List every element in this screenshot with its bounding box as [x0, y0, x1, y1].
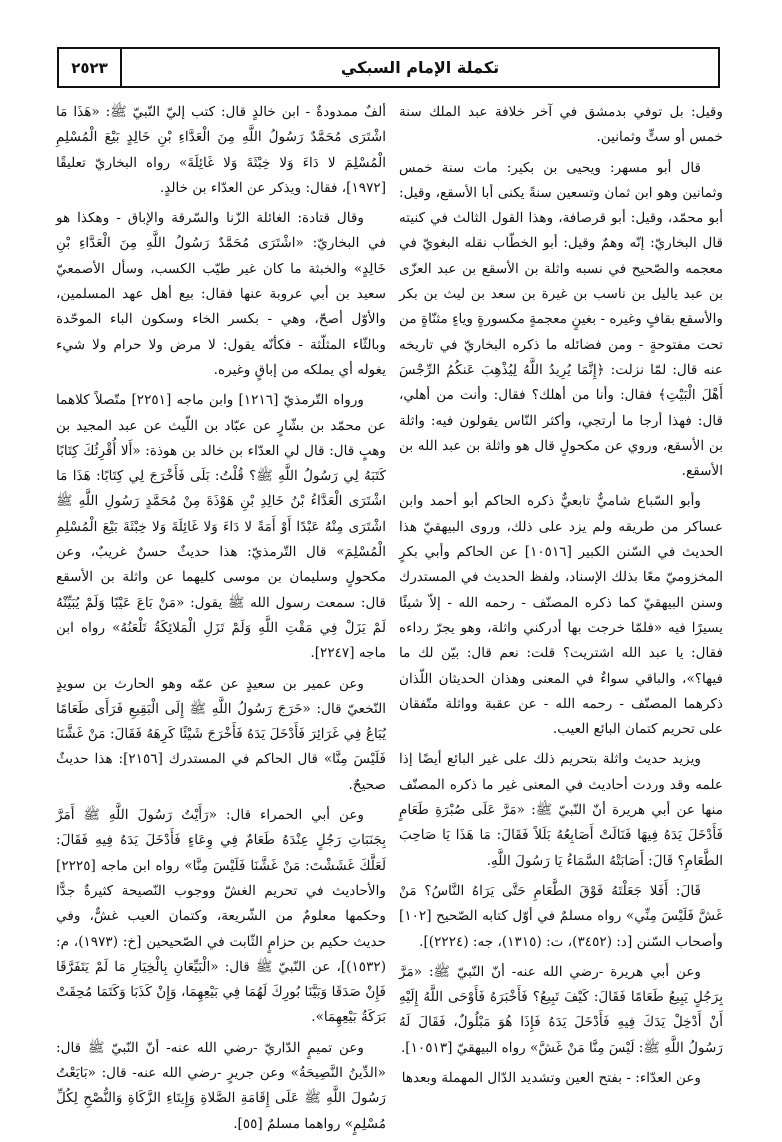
paragraph: ألفٌ ممدودةٌ - ابن خالدٍ قال: كتب إليّ النّبيّ ﷺ: «هَذَا مَا اشْتَرَى مُحَمَّدٌ رَسُولُ اللَّهِ مِنَ الْعَدَّاءِ بْنِ خَالِدٍ بَيْعَ الْمُسْلِمِ الْمُسْلِمَ لا دَاءَ وَلا خِبْثَةَ وَلا غَائِلَةَ» رواه البخاريّ تعليقًا [١٩٧٢]، فقال: ويذكر عن العدّاء بن خالدٍ.	[56, 104, 386, 196]
running-header	[57, 47, 720, 88]
page-number: ٢٥٢٣	[59, 49, 122, 86]
paragraph: قال أبو مسهر: ويحيى بن بكير: مات سنة خمس وثمانين وهو ابن ثمان وتسعين سنةً يكنى أبا الأسقع، وقيل: أبو محمّد، وقيل: أبو قرصافة، وهذا القول الثالث في كنيته قال البخاريّ: إنّه وهمٌ وقيل: أبو الخطّاب نقله البغويّ في معجمه والصّحيح في نسبه واثلة بن الأسقع بن عبد العزّى بن عبد ياليل بن ناسب بن غيرة بن سعد بن ليث بن بكر والأسقع بقافٍ وغيره - بغينٍ معجمةٍ مكسورةٍ وياءٍ مثنّاةٍ من تحت مفتوحةٍ - ومن فضائله ما ذكره البخاريّ في تاريخه عنه قال: لمّا نزلت: ﴿إِنَّمَا يُرِيدُ اللَّهُ لِيُذْهِبَ عَنكُمُ الرِّجْسَ أَهْلَ الْبَيْتِ﴾ فقال: وأنا من أهلك؟ فقال: وأنت من أهلي، قال: فهذا أرجا ما أرتجي، وأكثر النّاس يقولون فيه: واثلة بن الأسقع، وروي عن مكحولٍ قال هو واثلة بن عبد الله بن الأسقع.	[399, 159, 723, 480]
right-column	[399, 100, 723, 1096]
paragraph: وأبو السّباع شاميٌّ تابعيٌّ ذكره الحاكم أبو أحمد وابن عساكر من طريقه ولم يزد على ذلك، وروى البيهقيّ هذا الحديث في السّنن الكبير [١٠٥١٦] عن الحاكم وأبي بكرٍ المخزوميّ معًا بذلك الإسناد، ولفظ الحديث في المستدرك وسنن البيهقيّ كما ذكره المصنّف - رحمه الله - إلاّ شيئًا يسيرًا فيه «فلمّا خرجت بها أدركني واثلة، وهو يجرّ رداءه فقال: يا عبد الله اشتريت؟ قلت: نعم قال: بيّن لك ما فيها؟»، والباقي سواءٌ في المعنى وهذان الحديثان اللّذان ذكرهما المصنّف - رحمه الله - عن عقبة وواثلة متّفقان على تحريم كتمان البائع العيب.	[399, 493, 723, 738]
paragraph: وعن عمير بن سعيدٍ عن عمّه وهو الحارث بن سويدٍ النّخعيّ قال: «خَرَجَ رَسُولُ اللَّهِ ﷺ إِلَى الْبَقِيعِ فَرَأَى طَعَامًا يُبَاعُ فِي غَرَائِرَ فَأَدْخَلَ يَدَهُ فَأَخْرَجَ شَيْئًا كَرِهَهُ فَقَالَ: مَنْ غَشَّنَا فَلَيْسَ مِنَّا» قال الحاكم في المستدرك [٢١٥٦]: هذا حديثٌ صحيحٌ.	[56, 675, 386, 793]
paragraph: وعن تميمٍ الدّاريّ -رضي الله عنه- أنّ النّبيّ ﷺ قال: «الدِّينُ النَّصِيحَةُ» وعن جريرٍ -رضي الله عنه- قال: «بَايَعْتُ رَسُولَ اللَّهِ ﷺ عَلَى إِقَامَةِ الصَّلاةِ وَإِيتَاءِ الزَّكَاةِ وَالنُّصْحِ لِكُلِّ مُسْلِمٍ» رواهما مسلمٌ [٥٥].	[56, 1039, 386, 1132]
paragraph: وقال قتادة: الغائلة الزّنا والسّرقة والإباق - وهكذا هو في البخاريّ: «اشْتَرَى مُحَمَّدٌ رَسُولُ اللَّهِ مِنَ الْعَدَّاءِ بْنِ خَالِدٍ» والخبثة ما كان غير طيّب الكسب، وسأل الأصمعيّ سعيد بن أبي عروبة عنها فقال: بيع أهل عهد المسلمين، والأوّل أصحّ، وهي - بكسر الخاء وسكون الباء الموحّدة وبالثّاء المثلّثة - فكأنّه يقول: لا مرض ولا حرام ولا شيء يغوله أي يملكه من إباقٍ وغيره.	[56, 210, 386, 378]
paragraph: وعن أبي هريرة -رضي الله عنه- أنّ النّبيّ ﷺ: «مَرَّ بِرَجُلٍ يَبِيعُ طَعَامًا فَقَالَ: كَيْفَ تَبِيعُ؟ فَأَخْبَرَهُ فَأَوْحَى اللَّهُ إِلَيْهِ أَنْ أَدْخِلْ يَدَكَ فِيهِ فَأَدْخَلَ يَدَهُ فَإِذَا هُوَ مَبْلُولٌ، فَقَالَ لَهُ رَسُولُ اللَّهِ ﷺ: لَيْسَ مِنَّا مَنْ غَشَّ» رواه البيهقيّ [١٠٥١٣].	[399, 963, 723, 1056]
paragraph: وعن العدّاء: - بفتح العين وتشديد الدّال المهملة وبعدها	[401, 1069, 701, 1086]
running-title: تكملة الإمام السبكي	[340, 58, 500, 77]
paragraph: وقيل: بل توفي بدمشق في آخر خلافة عبد الملك سنة خمس أو ستٍّ وثمانين.	[399, 104, 723, 146]
paragraph: قَالَ: أَفَلا جَعَلْتَهُ فَوْقَ الطَّعَامِ حَتَّى يَرَاهُ النَّاسُ؟ مَنْ غَشَّ فَلَيْسَ مِنِّي» رواه مسلمٌ في أوّل كتابه الصّحيح [١٠٢] وأصحاب السّنن [د: (٣٤٥٢)، ت: (١٣١٥)، جه: (٢٢٢٤)].	[399, 882, 723, 950]
paragraph: وعن أبي الحمراء قال: «رَأَيْتُ رَسُولَ اللَّهِ ﷺ أَمَرَّ بِجَنَبَاتِ رَجُلٍ عِنْدَهُ طَعَامٌ فِي وِعَاءٍ فَأَدْخَلَ يَدَهُ فِيهِ فَقَالَ: لَعَلَّكَ غَشَشْتَ: مَنْ غَشَّنَا فَلَيْسَ مِنَّا» رواه ابن ماجه [٢٢٢٥] والأحاديث في تحريم الغشّ ووجوب النّصيحة كثيرةٌ جدًّا وحكمها معلومٌ من الشّريعة، وكتمان العيب غشٌّ، وفي حديث حكيم بن حزامٍ الثّابت في الصّحيحين [خ: (١٩٧٣)، م: (١٥٣٢)]، عن النّبيّ ﷺ قال: «الْبَيِّعَانِ بِالْخِيَارِ مَا لَمْ يَتَفَرَّقَا فَإِنْ صَدَقَا وَبَيَّنَا بُورِكَ لَهُمَا فِي بَيْعِهِمَا، وَإِنْ كَذَبَا وَكَتَمَا مُحِقَتْ بَرَكَةُ بَيْعِهِمَا».	[56, 807, 386, 1026]
paragraph: ويزيد حديث واثلة بتحريم ذلك على غير البائع أيضًا إذا علمه وقد وردت أحاديث في المعنى غير ما ذكره المصنّف منها عن أبي هريرة أنّ النّبيّ ﷺ: «مَرَّ عَلَى صُبْرَةِ طَعَامٍ فَأَدْخَلَ يَدَهُ فِيهَا فَنَالَتْ أَصَابِعُهُ بَلَلاً فَقَالَ: مَا هَذَا يَا صَاحِبَ الطَّعَامِ؟ قَالَ: أَصَابَتْهُ السَّمَاءُ يَا رَسُولَ اللَّهِ.	[399, 751, 723, 869]
left-column	[56, 100, 386, 1142]
paragraph: ورواه التّرمذيّ [١٢١٦] وابن ماجه [٢٢٥١] متّصلاً كلاهما عن محمّد بن بشّارٍ عن عبّاد بن اللّيث عن عبد المجيد بن وهبٍ قال: قال لي العدّاء بن خالد بن هوذة: «أَلا أُقْرِئُكَ كِتَابًا كَتَبَهُ لِي رَسُولُ اللَّهِ ﷺ؟ قُلْتُ: بَلَى فَأَخْرَجَ لِي كِتَابًا: هَذَا مَا اشْتَرَى الْعَدَّاءُ بْنُ خَالِدِ بْنِ هَوْذَةَ مِنْ مُحَمَّدٍ رَسُولِ اللَّهِ ﷺ اشْتَرَى مِنْهُ عَبْدًا أَوْ أَمَةً لا دَاءَ وَلا غَائِلَةَ وَلا خِبْثَةَ بَيْعَ الْمُسْلِمِ الْمُسْلِمَ» قال التّرمذيّ: هذا حديثٌ حسنٌ غريبٌ، وعن مكحولٍ وسليمان بن موسى كليهما عن واثلة بن الأسقع قال: سمعت رسول الله ﷺ يقول: «مَنْ بَاعَ عَيْبًا وَلَمْ يُبَيِّنْهُ لَمْ يَزَلْ فِي مَقْتِ اللَّهِ وَلَمْ تَزَلِ الْمَلائِكَةُ تَلْعَنُهُ» رواه ابن ماجه [٢٢٤٧].	[56, 392, 386, 662]
